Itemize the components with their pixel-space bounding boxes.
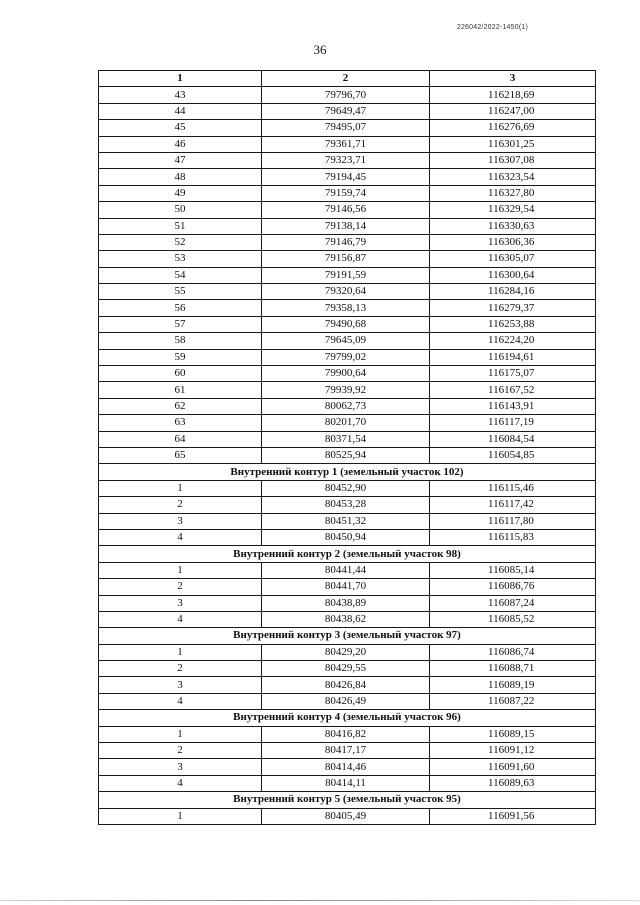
y-coordinate-cell: 116086,74: [430, 644, 596, 660]
x-coordinate-cell: 80426,84: [262, 677, 430, 693]
point-number-cell: 55: [99, 284, 262, 300]
x-coordinate-cell: 80414,46: [262, 759, 430, 775]
table-row: [99, 693, 596, 709]
point-number-cell: 4: [99, 693, 262, 709]
scan-artifact-line: [0, 900, 640, 901]
table-row: [99, 136, 596, 152]
x-coordinate-cell: 79146,56: [262, 202, 430, 218]
y-coordinate-cell: 116306,36: [430, 234, 596, 250]
point-number-cell: 57: [99, 316, 262, 332]
x-coordinate-cell: 79191,59: [262, 267, 430, 283]
point-number-cell: 1: [99, 808, 262, 824]
point-number-cell: 60: [99, 366, 262, 382]
x-coordinate-cell: 80441,44: [262, 562, 430, 578]
y-coordinate-cell: 116167,52: [430, 382, 596, 398]
point-number-cell: 2: [99, 743, 262, 759]
y-coordinate-cell: 116091,60: [430, 759, 596, 775]
table-header-row: [99, 71, 596, 87]
x-coordinate-cell: 79796,70: [262, 87, 430, 103]
point-number-cell: 51: [99, 218, 262, 234]
point-number-cell: 53: [99, 251, 262, 267]
point-number-cell: 52: [99, 234, 262, 250]
y-coordinate-cell: 116247,00: [430, 103, 596, 119]
y-coordinate-cell: 116117,80: [430, 513, 596, 529]
table-row: [99, 579, 596, 595]
y-coordinate-cell: 116279,37: [430, 300, 596, 316]
x-coordinate-cell: 79320,64: [262, 284, 430, 300]
coordinates-table-container: [98, 70, 595, 825]
y-coordinate-cell: 116284,16: [430, 284, 596, 300]
section-header-row: [99, 628, 596, 644]
point-number-cell: 3: [99, 677, 262, 693]
point-number-cell: 43: [99, 87, 262, 103]
table-row: [99, 513, 596, 529]
section-header-row: [99, 710, 596, 726]
point-number-cell: 65: [99, 447, 262, 463]
y-coordinate-cell: 116115,83: [430, 529, 596, 545]
table-row: [99, 333, 596, 349]
table-row: [99, 382, 596, 398]
point-number-cell: 1: [99, 726, 262, 742]
table-row: [99, 349, 596, 365]
x-coordinate-cell: 79159,74: [262, 185, 430, 201]
point-number-cell: 2: [99, 497, 262, 513]
y-coordinate-cell: 116253,88: [430, 316, 596, 332]
section-header-row: [99, 546, 596, 562]
table-row: [99, 87, 596, 103]
x-coordinate-cell: 80525,94: [262, 447, 430, 463]
y-coordinate-cell: 116143,91: [430, 398, 596, 414]
table-row: [99, 480, 596, 496]
table-row: [99, 152, 596, 168]
x-coordinate-cell: 79194,45: [262, 169, 430, 185]
table-row: [99, 759, 596, 775]
table-row: [99, 644, 596, 660]
y-coordinate-cell: 116323,54: [430, 169, 596, 185]
x-coordinate-cell: 80429,55: [262, 661, 430, 677]
point-number-cell: 61: [99, 382, 262, 398]
x-coordinate-cell: 79799,02: [262, 349, 430, 365]
x-coordinate-cell: 79645,09: [262, 333, 430, 349]
point-number-cell: 1: [99, 562, 262, 578]
x-coordinate-cell: 79900,64: [262, 366, 430, 382]
y-coordinate-cell: 116089,63: [430, 775, 596, 791]
table-row: [99, 234, 596, 250]
table-row: [99, 267, 596, 283]
y-coordinate-cell: 116300,64: [430, 267, 596, 283]
table-row: [99, 562, 596, 578]
table-row: [99, 251, 596, 267]
table-row: [99, 218, 596, 234]
table-row: [99, 595, 596, 611]
x-coordinate-cell: 80429,20: [262, 644, 430, 660]
table-row: [99, 661, 596, 677]
table-row: [99, 529, 596, 545]
y-coordinate-cell: 116301,25: [430, 136, 596, 152]
point-number-cell: 1: [99, 644, 262, 660]
column-header-point: 1: [99, 71, 262, 87]
y-coordinate-cell: 116276,69: [430, 120, 596, 136]
x-coordinate-cell: 79649,47: [262, 103, 430, 119]
table-row: [99, 497, 596, 513]
y-coordinate-cell: 116330,63: [430, 218, 596, 234]
x-coordinate-cell: 80453,28: [262, 497, 430, 513]
point-number-cell: 56: [99, 300, 262, 316]
x-coordinate-cell: 79495,07: [262, 120, 430, 136]
y-coordinate-cell: 116088,71: [430, 661, 596, 677]
y-coordinate-cell: 116194,61: [430, 349, 596, 365]
x-coordinate-cell: 79138,14: [262, 218, 430, 234]
point-number-cell: 2: [99, 661, 262, 677]
section-header-row: [99, 792, 596, 808]
x-coordinate-cell: 79146,79: [262, 234, 430, 250]
point-number-cell: 4: [99, 529, 262, 545]
table-row: [99, 677, 596, 693]
point-number-cell: 1: [99, 480, 262, 496]
y-coordinate-cell: 116218,69: [430, 87, 596, 103]
y-coordinate-cell: 116305,07: [430, 251, 596, 267]
table-row: [99, 300, 596, 316]
point-number-cell: 4: [99, 775, 262, 791]
y-coordinate-cell: 116115,46: [430, 480, 596, 496]
point-number-cell: 4: [99, 611, 262, 627]
point-number-cell: 49: [99, 185, 262, 201]
table-row: [99, 316, 596, 332]
section-title: Внутренний контур 3 (земельный участок 97): [99, 628, 596, 644]
y-coordinate-cell: 116087,22: [430, 693, 596, 709]
table-row: [99, 120, 596, 136]
point-number-cell: 44: [99, 103, 262, 119]
column-header-x: 2: [262, 71, 430, 87]
table-row: [99, 431, 596, 447]
document-id: 226042/2022-1450(1): [456, 24, 528, 31]
table-row: [99, 398, 596, 414]
section-header-row: [99, 464, 596, 480]
x-coordinate-cell: 80450,94: [262, 529, 430, 545]
table-row: [99, 284, 596, 300]
x-coordinate-cell: 80371,54: [262, 431, 430, 447]
point-number-cell: 47: [99, 152, 262, 168]
y-coordinate-cell: 116175,07: [430, 366, 596, 382]
y-coordinate-cell: 116084,54: [430, 431, 596, 447]
x-coordinate-cell: 80417,17: [262, 743, 430, 759]
x-coordinate-cell: 80452,90: [262, 480, 430, 496]
x-coordinate-cell: 80062,73: [262, 398, 430, 414]
table-row: [99, 415, 596, 431]
x-coordinate-cell: 80405,49: [262, 808, 430, 824]
y-coordinate-cell: 116224,20: [430, 333, 596, 349]
x-coordinate-cell: 79358,13: [262, 300, 430, 316]
y-coordinate-cell: 116054,85: [430, 447, 596, 463]
x-coordinate-cell: 79323,71: [262, 152, 430, 168]
point-number-cell: 59: [99, 349, 262, 365]
coordinates-table: [98, 70, 596, 825]
x-coordinate-cell: 79361,71: [262, 136, 430, 152]
y-coordinate-cell: 116086,76: [430, 579, 596, 595]
y-coordinate-cell: 116091,12: [430, 743, 596, 759]
table-row: [99, 775, 596, 791]
y-coordinate-cell: 116085,14: [430, 562, 596, 578]
table-body: [99, 87, 596, 825]
table-row: [99, 169, 596, 185]
y-coordinate-cell: 116087,24: [430, 595, 596, 611]
point-number-cell: 3: [99, 513, 262, 529]
y-coordinate-cell: 116091,56: [430, 808, 596, 824]
y-coordinate-cell: 116089,19: [430, 677, 596, 693]
table-row: [99, 808, 596, 824]
point-number-cell: 63: [99, 415, 262, 431]
point-number-cell: 54: [99, 267, 262, 283]
y-coordinate-cell: 116329,54: [430, 202, 596, 218]
x-coordinate-cell: 80416,82: [262, 726, 430, 742]
x-coordinate-cell: 79939,92: [262, 382, 430, 398]
point-number-cell: 58: [99, 333, 262, 349]
y-coordinate-cell: 116089,15: [430, 726, 596, 742]
section-title: Внутренний контур 1 (земельный участок 102): [99, 464, 596, 480]
x-coordinate-cell: 80441,70: [262, 579, 430, 595]
table-row: [99, 726, 596, 742]
x-coordinate-cell: 80451,32: [262, 513, 430, 529]
point-number-cell: 3: [99, 759, 262, 775]
point-number-cell: 48: [99, 169, 262, 185]
table-row: [99, 447, 596, 463]
page-number: 36: [313, 42, 327, 57]
x-coordinate-cell: 79156,87: [262, 251, 430, 267]
point-number-cell: 50: [99, 202, 262, 218]
y-coordinate-cell: 116117,42: [430, 497, 596, 513]
x-coordinate-cell: 80438,62: [262, 611, 430, 627]
table-row: [99, 185, 596, 201]
section-title: Внутренний контур 2 (земельный участок 98): [99, 546, 596, 562]
point-number-cell: 45: [99, 120, 262, 136]
point-number-cell: 2: [99, 579, 262, 595]
x-coordinate-cell: 80426,49: [262, 693, 430, 709]
x-coordinate-cell: 80414,11: [262, 775, 430, 791]
y-coordinate-cell: 116307,08: [430, 152, 596, 168]
table-row: [99, 366, 596, 382]
y-coordinate-cell: 116117,19: [430, 415, 596, 431]
section-title: Внутренний контур 5 (земельный участок 95): [99, 792, 596, 808]
point-number-cell: 46: [99, 136, 262, 152]
table-row: [99, 202, 596, 218]
y-coordinate-cell: 116327,80: [430, 185, 596, 201]
table-row: [99, 611, 596, 627]
x-coordinate-cell: 80201,70: [262, 415, 430, 431]
x-coordinate-cell: 80438,89: [262, 595, 430, 611]
section-title: Внутренний контур 4 (земельный участок 96): [99, 710, 596, 726]
point-number-cell: 62: [99, 398, 262, 414]
point-number-cell: 3: [99, 595, 262, 611]
table-row: [99, 743, 596, 759]
y-coordinate-cell: 116085,52: [430, 611, 596, 627]
table-row: [99, 103, 596, 119]
point-number-cell: 64: [99, 431, 262, 447]
x-coordinate-cell: 79490,68: [262, 316, 430, 332]
column-header-y: 3: [430, 71, 596, 87]
